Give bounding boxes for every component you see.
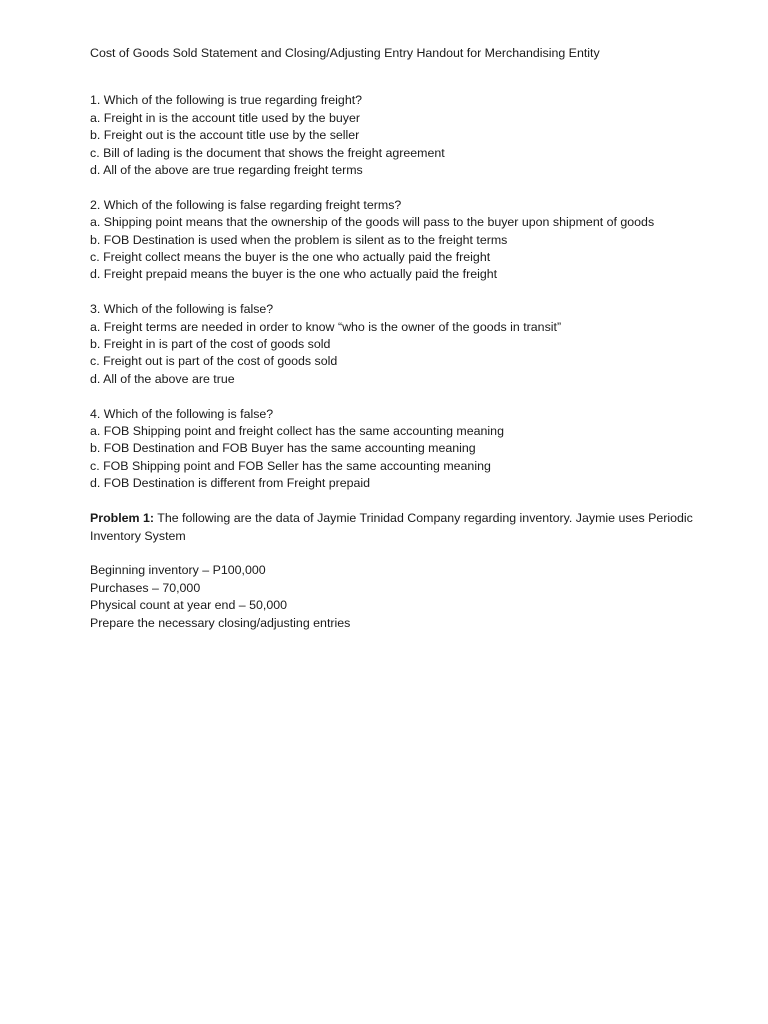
answer-option: c. Freight collect means the buyer is the one who actually paid the freight (90, 250, 491, 265)
problem-data-line: Beginning inventory – P100,000 (90, 563, 266, 578)
question-stem: 1. Which of the following is true regarding freight? (90, 93, 363, 108)
problem-label: Problem 1: (90, 511, 155, 526)
question-stem: 4. Which of the following is false? (90, 406, 274, 421)
answer-option: b. Freight in is part of the cost of goods sold (90, 337, 331, 352)
problem-intro-text: The following are the data of Jaymie Trinidad Company regarding inventory. Jaymie uses Periodic Inventory System (90, 511, 693, 543)
problem-data-line: Purchases – 70,000 (90, 580, 201, 595)
question-4 (90, 406, 730, 493)
answer-option: a. Freight in is the account title used by the buyer (90, 110, 360, 125)
question-stem: 3. Which of the following is false? (90, 302, 274, 317)
answer-option: b. FOB Destination is used when the problem is silent as to the freight terms (90, 232, 508, 247)
question-stem: 2. Which of the following is false regarding freight terms? (90, 197, 402, 212)
answer-option: c. FOB Shipping point and FOB Seller has the same accounting meaning (90, 458, 491, 473)
answer-option: d. Freight prepaid means the buyer is the one who actually paid the freight (90, 267, 498, 282)
answer-option: c. Freight out is part of the cost of goods sold (90, 354, 338, 369)
answer-option: b. FOB Destination and FOB Buyer has the same accounting meaning (90, 441, 476, 456)
question-1 (90, 92, 730, 179)
answer-option: b. Freight out is the account title use by the seller (90, 128, 360, 143)
answer-option: d. All of the above are true (90, 371, 235, 386)
problem-instruction: Prepare the necessary closing/adjusting entries (90, 615, 351, 630)
answer-option: d. All of the above are true regarding freight terms (90, 163, 363, 178)
answer-option: c. Bill of lading is the document that shows the freight agreement (90, 145, 445, 160)
question-3 (90, 301, 730, 388)
document-page (90, 45, 730, 632)
question-2 (90, 197, 730, 284)
answer-option: a. Shipping point means that the ownership of the goods will pass to the buyer upon shipment of goods (90, 215, 655, 230)
problem-intro (90, 510, 730, 545)
problem-data-line: Physical count at year end – 50,000 (90, 598, 288, 613)
answer-option: a. FOB Shipping point and freight collect has the same accounting meaning (90, 424, 504, 439)
document-title: Cost of Goods Sold Statement and Closing/Adjusting Entry Handout for Merchandising Entity (90, 46, 600, 60)
answer-option: a. Freight terms are needed in order to know “who is the owner of the goods in transit” (90, 319, 562, 334)
problem-1 (90, 510, 730, 632)
answer-option: d. FOB Destination is different from Freight prepaid (90, 476, 371, 491)
